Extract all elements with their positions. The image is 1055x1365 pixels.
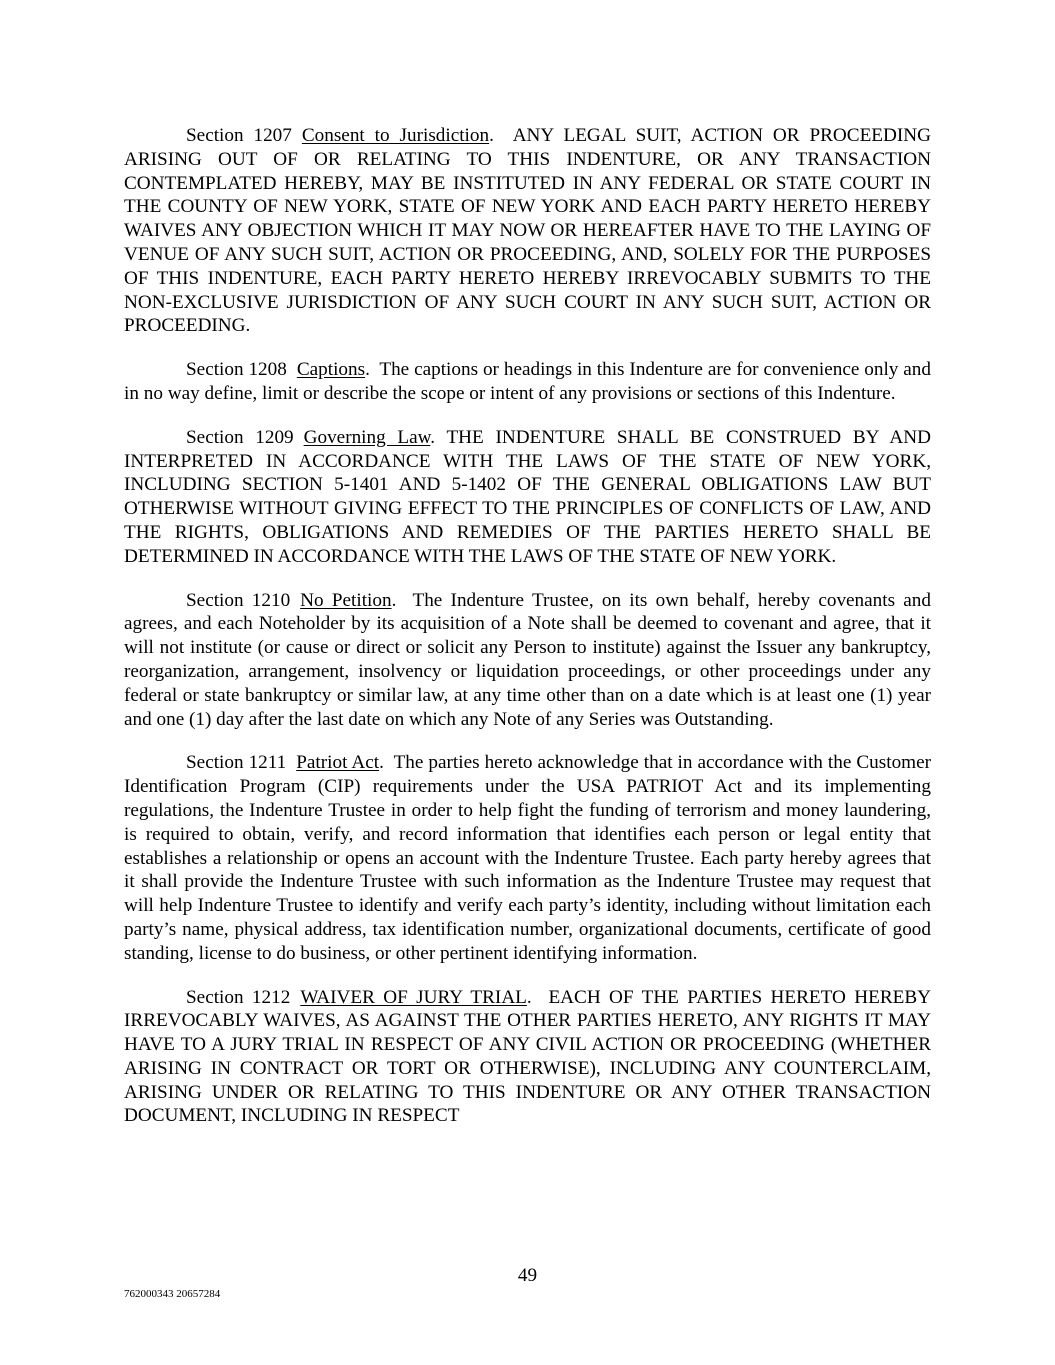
section-heading: Consent to Jurisdiction	[301, 125, 490, 146]
heading-punct: .	[391, 589, 397, 611]
section-text: The parties hereto acknowledge that in accordance with the Customer Identification Program (CIP) requirements under the USA PATRIOT Act and its implementing regulations, the Indenture Trustee in order to help fight the funding of terrorism and money laundering, is required to obtain, verify, and record information that identifies each person or legal entity that establishes a relationship or opens an account with the Indenture Trustee. Each party hereby agrees that it shall provide the Indenture Trustee with such information as the Indenture Trustee may request that will help Indenture Trustee to identify and verify each party’s identity, including without limitation each party’s name, physical address, tax identification number, organizational documents, certificate of good standing, license to do business, or other pertinent identifying information.	[124, 752, 931, 964]
section-number: Section 1207	[186, 125, 292, 146]
section-text: THE INDENTURE SHALL BE CONSTRUED BY AND INTERPRETED IN ACCORDANCE WITH THE LAWS OF THE STATE OF NEW YORK, INCLUDING SECTION 5-1401 AND 5-1402 OF THE GENERAL OBLIGATIONS LAW BUT OTHERWISE WITHOUT GIVING EFFECT TO THE PRINCIPLES OF CONFLICTS OF LAW, AND THE RIGHTS, OBLIGATIONS AND REMEDIES OF THE PARTIES HERETO SHALL BE DETERMINED IN ACCORDANCE WITH THE LAWS OF THE STATE OF NEW YORK.	[124, 426, 931, 567]
section-number: Section 1212	[186, 986, 291, 1008]
section-heading: Captions	[296, 359, 366, 381]
section-1211	[124, 751, 931, 965]
section-number: Section 1210	[186, 589, 291, 611]
heading-punct: .	[365, 359, 370, 381]
section-1209	[124, 426, 931, 569]
document-body	[124, 124, 931, 1148]
section-text: The captions or headings in this Indenture are for convenience only and in no way define, limit or describe the scope or intent of any provisions or sections of this Indenture.	[124, 359, 931, 404]
section-heading: Patriot Act	[296, 752, 380, 774]
heading-punct: .	[430, 426, 436, 448]
section-heading: No Petition	[300, 589, 392, 611]
section-text: ANY LEGAL SUIT, ACTION OR PROCEEDING ARISING OUT OF OR RELATING TO THIS INDENTURE, OR ANY TRANSACTION CONTEMPLATED HEREBY, MAY BE INSTITUTED IN ANY FEDERAL OR STATE COURT IN THE COUNTY OF NEW YORK, STATE OF NEW YORK AND EACH PARTY HERETO HEREBY WAIVES ANY OBJECTION WHICH IT MAY NOW OR HEREAFTER HAVE TO THE LAYING OF VENUE OF ANY SUCH SUIT, ACTION OR PROCEEDING, AND, SOLELY FOR THE PURPOSES OF THIS INDENTURE, EACH PARTY HERETO HEREBY IRREVOCABLY SUBMITS TO THE NON-EXCLUSIVE JURISDICTION OF ANY SUCH COURT IN ANY SUCH SUIT, ACTION OR PROCEEDING.	[124, 125, 931, 337]
section-number: Section 1208	[186, 359, 287, 381]
section-1210	[124, 589, 931, 732]
heading-punct: .	[526, 986, 532, 1008]
page-number: 49	[517, 1265, 538, 1286]
heading-punct: .	[379, 752, 384, 774]
heading-punct: .	[489, 125, 494, 146]
section-text: EACH OF THE PARTIES HERETO HEREBY IRREVOCABLY WAIVES, AS AGAINST THE OTHER PARTIES HERETO, ANY RIGHTS IT MAY HAVE TO A JURY TRIAL IN RESPECT OF ANY CIVIL ACTION OR PROCEEDING (WHETHER ARISING IN CONTRACT OR TORT OR OTHERWISE), INCLUDING ANY COUNTERCLAIM, ARISING UNDER OR RELATING TO THIS INDENTURE OR ANY OTHER TRANSACTION DOCUMENT, INCLUDING IN RESPECT	[124, 986, 932, 1127]
section-1208	[124, 358, 931, 406]
section-heading: Governing Law	[303, 426, 431, 448]
document-id: 762000343 20657284	[124, 1288, 221, 1300]
section-text: The Indenture Trustee, on its own behalf, hereby covenants and agrees, and each Noteholder by its acquisition of a Note shall be deemed to covenant and agree, that it will not institute (or cause or direct or solicit any Person to institute) against the Issuer any bankruptcy, reorganization, arrangement, insolvency or liquidation proceedings, or other proceedings under any federal or state bankruptcy or similar law, at any time other than on a date which is at least one (1) year and one (1) day after the last date on which any Note of any Series was Outstanding.	[124, 589, 931, 730]
section-1212	[124, 986, 931, 1129]
section-1207	[124, 124, 931, 338]
section-heading: WAIVER OF JURY TRIAL	[300, 986, 527, 1008]
section-number: Section 1211	[186, 752, 287, 774]
section-number: Section 1209	[186, 426, 294, 448]
